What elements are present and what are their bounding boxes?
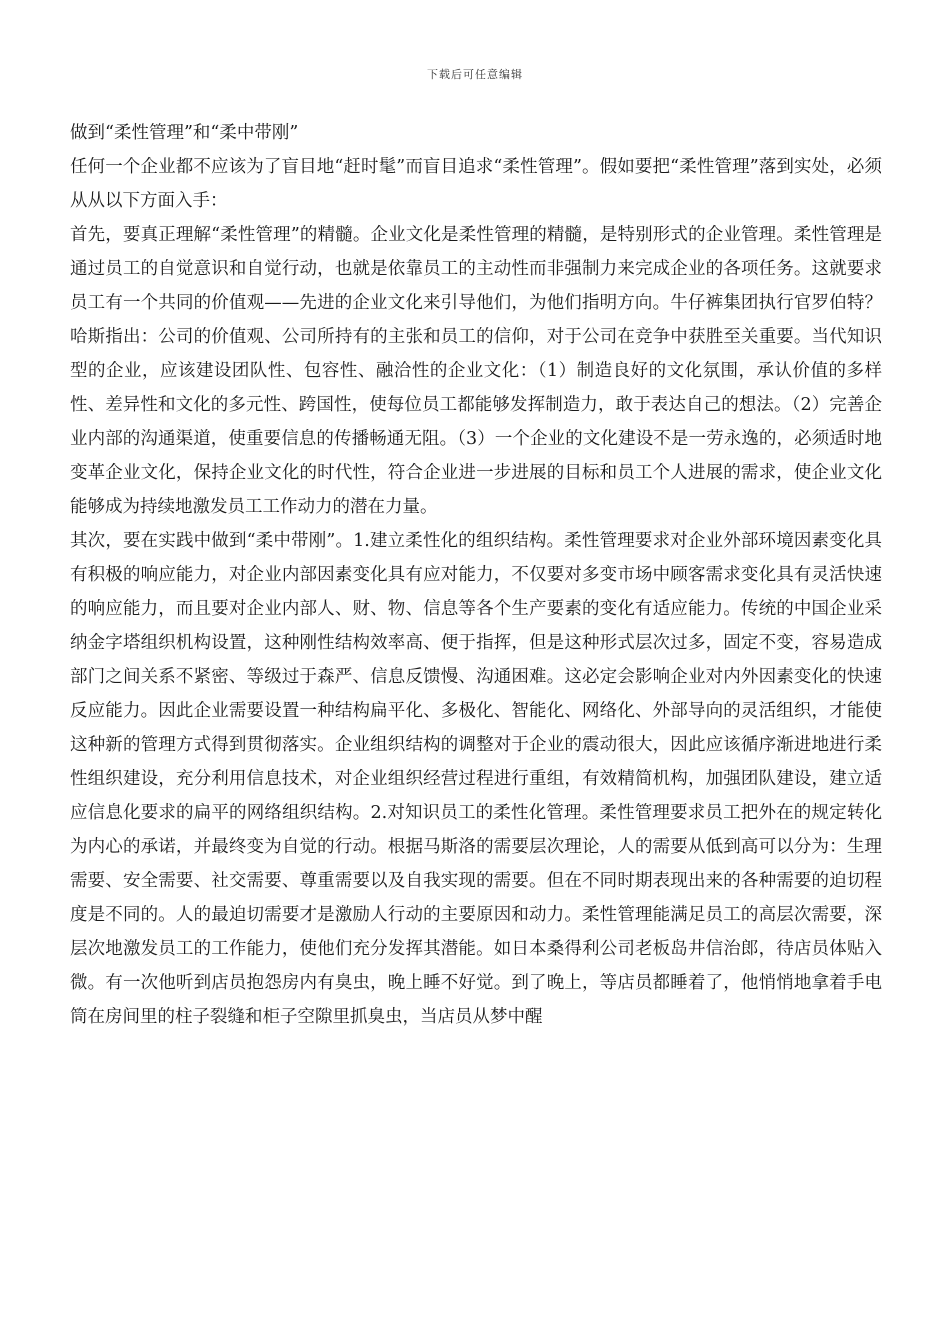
paragraph-first: 首先，要真正理解“柔性管理”的精髓。企业文化是柔性管理的精髓，是特别形式的企业管理。柔性管理是通过员工的自觉意识和自觉行动，也就是依靠员工的主动性而非强制力来完成企业的各项任务。这就要求员工有一个共同的价值观——先进的企业文化来引导他们，为他们指明方向。牛仔裤集团执行官罗伯特？哈斯指出：公司的价值观、公司所持有的主张和员工的信仰，对于公司在竞争中获胜至关重要。当代知识型的企业，应该建设团队性、包容性、融洽性的企业文化：（1）制造良好的文化氛围，承认价值的多样性、差异性和文化的多元性、跨国性，使每位员工都能够发挥制造力，敢于表达自己的想法。（2）完善企业内部的沟通渠道，使重要信息的传播畅通无阻。（3）一个企业的文化建设不是一劳永逸的，必须适时地变革企业文化，保持企业文化的时代性，符合企业进一步进展的目标和员工个人进展的需求，使企业文化能够成为持续地激发员工工作动力的潜在力量。 bbox=[70, 225, 882, 517]
page-header-note: 下载后可任意编辑 bbox=[427, 68, 523, 81]
paragraph-second: 其次，要在实践中做到“柔中带刚”。1.建立柔性化的组织结构。柔性管理要求对企业外部环境因素变化具有积极的响应能力，对企业内部因素变化具有应对能力，不仅要对多变市场中顾客需求变化具有灵活快速的响应能力，而且要对企业内部人、财、物、信息等各个生产要素的变化有适应能力。传统的中国企业采纳金字塔组织机构设置，这种刚性结构效率高、便于指挥，但是这种形式层次过多，固定不变，容易造成部门之间关系不紧密、等级过于森严、信息反馈慢、沟通困难。这必定会影响企业对内外因素变化的快速反应能力。因此企业需要设置一种结构扁平化、多极化、智能化、网络化、外部导向的灵活组织，才能使这种新的管理方式得到贯彻落实。企业组织结构的调整对于企业的震动很大，因此应该循序渐进地进行柔性组织建设，充分利用信息技术，对企业组织经营过程进行重组，有效精简机构，加强团队建设，建立适应信息化要求的扁平的网络组织结构。2.对知识员工的柔性化管理。柔性管理要求员工把外在的规定转化为内心的承诺，并最终变为自觉的行动。根据马斯洛的需要层次理论，人的需要从低到高可以分为：生理需要、安全需要、社交需要、尊重需要以及自我实现的需要。但在不同时期表现出来的各种需要的迫切程度是不同的。人的最迫切需要才是激励人行动的主要原因和动力。柔性管理能满足员工的高层次需要，深层次地激发员工的工作能力，使他们充分发挥其潜能。如日本桑得利公司老板岛井信治郎，待店员体贴入微。有一次他听到店员抱怨房内有臭虫，晚上睡不好觉。到了晚上，等店员都睡着了，他悄悄地拿着手电筒在房间里的柱子裂缝和柜子空隙里抓臭虫，当店员从梦中醒 bbox=[70, 531, 882, 1027]
document-body bbox=[70, 116, 882, 1034]
paragraph-intro: 任何一个企业都不应该为了盲目地“赶时髦”而盲目追求“柔性管理”。假如要把“柔性管理”落到实处，必须从从以下方面入手： bbox=[70, 157, 882, 211]
document-title: 做到“柔性管理”和“柔中带刚” bbox=[70, 123, 299, 143]
